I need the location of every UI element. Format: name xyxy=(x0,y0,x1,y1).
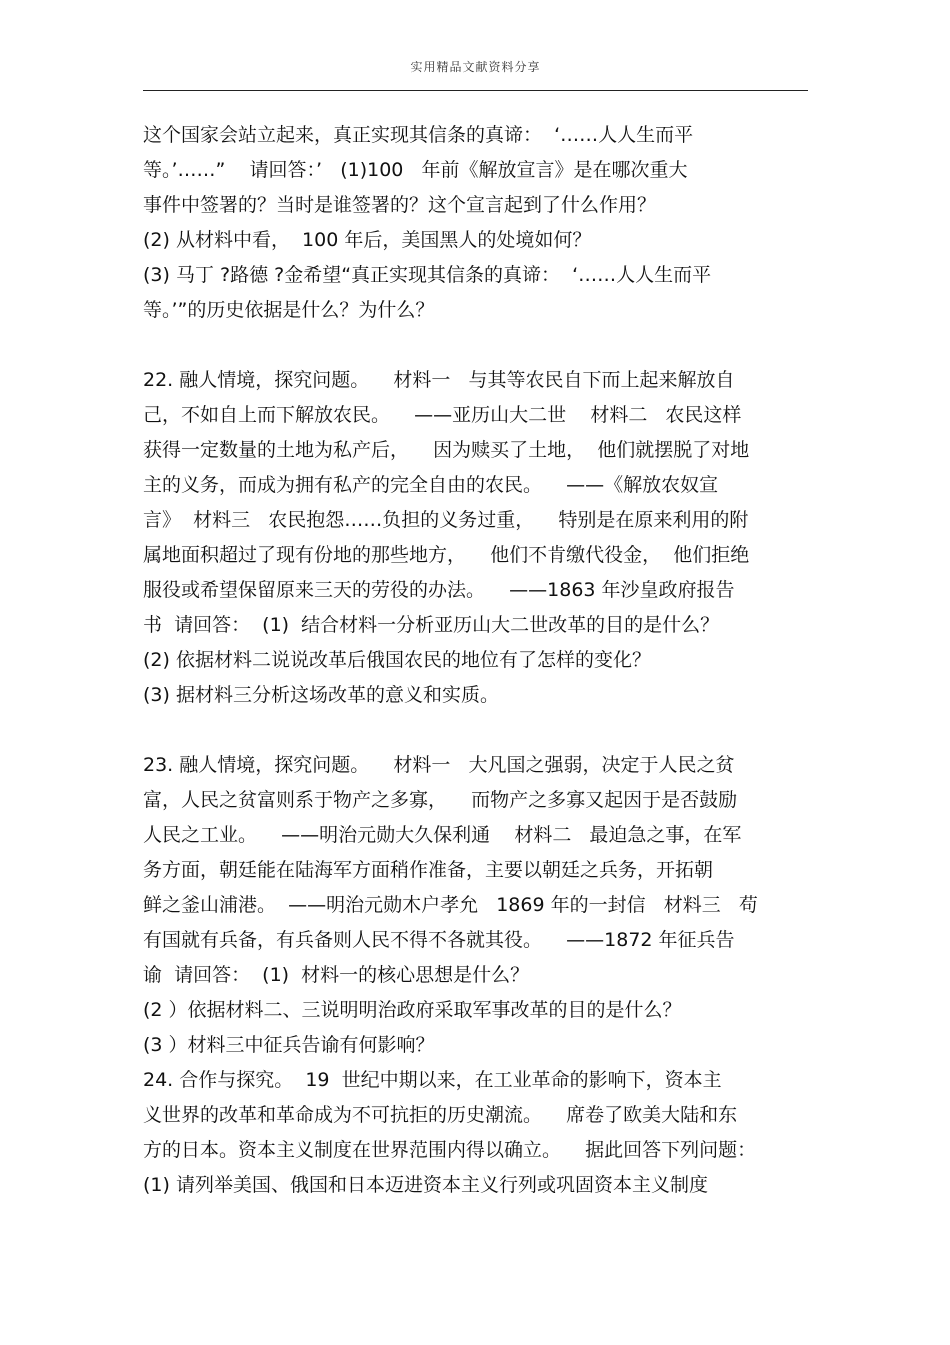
text-line: 务方面，朝廷能在陆海军方面稍作准备，主要以朝廷之兵务，开拓朝 xyxy=(143,859,714,881)
text-line: 等。’……” 请回答：’ (1)100 年前《解放宣言》是在哪次重大 xyxy=(143,159,688,181)
text-line: (3) 马丁 ?路德 ?金希望“真正实现其信条的真谛： ‘……人人生而平 xyxy=(143,264,712,286)
paragraph-gap xyxy=(143,713,808,748)
text-line: 服役或希望保留原来三天的劳役的办法。 ——1863 年沙皇政府报告 xyxy=(143,579,735,601)
question-23-text: 23. 融人情境，探究问题。 材料一 大凡国之强弱，决定于人民之贫 xyxy=(143,754,735,776)
document-body xyxy=(143,118,808,1203)
header-divider xyxy=(143,90,808,91)
text-line: 等。’”的历史依据是什么？为什么？ xyxy=(143,299,435,321)
text-line: (3 ）材料三中征兵告谕有何影响？ xyxy=(143,1034,435,1056)
text-line: 这个国家会站立起来，真正实现其信条的真谛： ‘……人人生而平 xyxy=(143,124,694,146)
text-line: 鲜之釜山浦港。 ——明治元勋木户孝允 1869 年的一封信 材料三 苟 xyxy=(143,894,758,916)
text-line: 有国就有兵备，有兵备则人民不得不各就其役。 ——1872 年征兵告 xyxy=(143,929,735,951)
text-line: (2 ）依据材料二、三说明明治政府采取军事改革的目的是什么？ xyxy=(143,999,682,1021)
text-line: 人民之工业。 ——明治元勋大久保利通 材料二 最迫急之事，在军 xyxy=(143,824,742,846)
paragraph-gap xyxy=(143,328,808,363)
text-line: 谕 请回答： (1) 材料一的核心思想是什么？ xyxy=(143,964,530,986)
text-line: 富，人民之贫富则系于物产之多寡， 而物产之多寡又起因于是否鼓励 xyxy=(143,789,738,811)
text-line: 方的日本。资本主义制度在世界范围内得以确立。 据此回答下列问题： xyxy=(143,1139,757,1161)
question-22-text: 22. 融人情境，探究问题。 材料一 与其等农民自下而上起来解放自 xyxy=(143,369,735,391)
question-24-text: 24. 合作与探究。 19 世纪中期以来，在工业革命的影响下，资本主 xyxy=(143,1069,722,1091)
text-line: 己，不如自上而下解放农民。 ——亚历山大二世 材料二 农民这样 xyxy=(143,404,742,426)
text-line: (2) 从材料中看， 100 年后，美国黑人的处境如何？ xyxy=(143,229,592,251)
text-line: 义世界的改革和革命成为不可抗拒的历史潮流。 席卷了欧美大陆和东 xyxy=(143,1104,738,1126)
text-line: 书 请回答： (1) 结合材料一分析亚历山大二世改革的目的是什么？ xyxy=(143,614,720,636)
text-line: 主的义务，而成为拥有私产的完全自由的农民。 ——《解放农奴宣 xyxy=(143,474,719,496)
page-header: 实用精品文献资料分享 xyxy=(410,60,541,74)
text-line: 言》 材料三 农民抱怨……负担的义务过重， 特别是在原来利用的附 xyxy=(143,509,749,531)
text-line: 事件中签署的？当时是谁签署的？这个宣言起到了什么作用？ xyxy=(143,194,657,216)
text-line: 获得一定数量的土地为私产后， 因为赎买了土地， 他们就摆脱了对地 xyxy=(143,439,750,461)
text-line: (1) 请列举美国、俄国和日本迈进资本主义行列或巩固资本主义制度 xyxy=(143,1174,708,1196)
text-line: (3) 据材料三分析这场改革的意义和实质。 xyxy=(143,684,499,706)
text-line: 属地面积超过了现有份地的那些地方， 他们不肯缴代役金， 他们拒绝 xyxy=(143,544,750,566)
text-line: (2) 依据材料二说说改革后俄国农民的地位有了怎样的变化？ xyxy=(143,649,651,671)
